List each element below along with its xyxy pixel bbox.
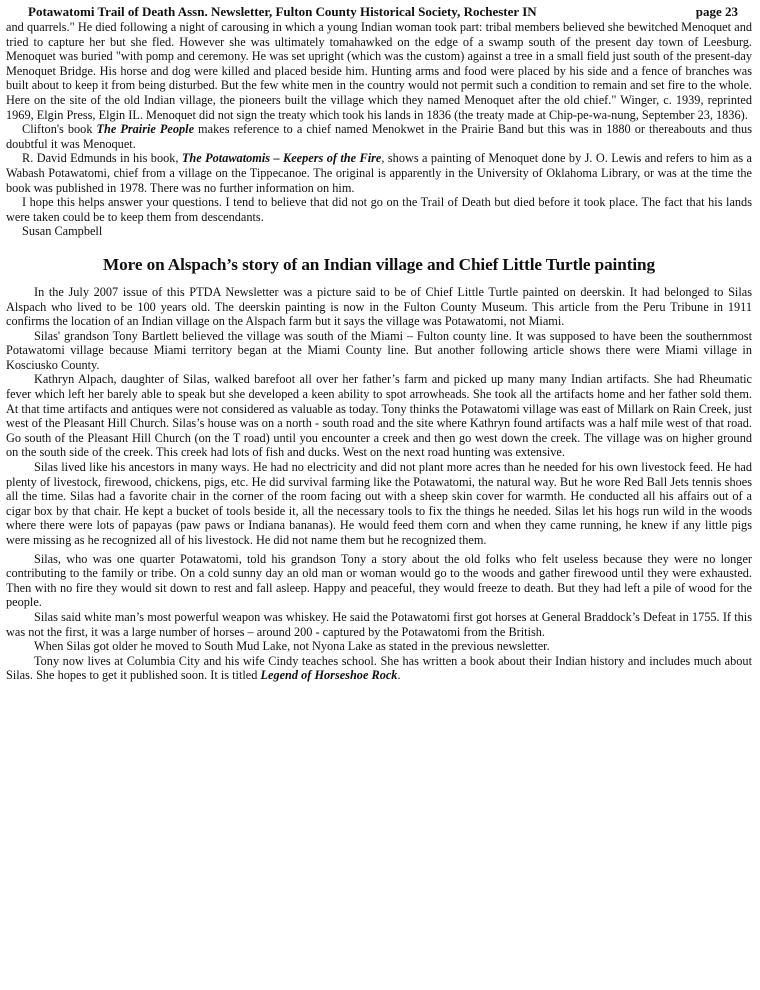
book-title-horseshoe-rock: Legend of Horseshoe Rock [260, 668, 398, 683]
book-title-potawatomis: The Potawatomis – Keepers of the Fire [181, 151, 382, 166]
page-number: page 23 [695, 4, 738, 19]
article-paragraph-1: In the July 2007 issue of this PTDA Newsletter was a picture said to be of Chief Little Turtle painted on deerskin. It had belonged to Silas Alspach who lived to be 100 years old. The deerskin painting is now in the Fulton County Museum. This article from the Peru Tribune in 1911 confirms the location of an Indian village on the Alspach farm but it says the village was Potawatomi, not Miami. [6, 284, 752, 329]
running-header [6, 4, 752, 20]
article-paragraph-5: Silas, who was one quarter Potawatomi, told his grandson Tony a story about the old folks who felt useless because they were no longer contributing to the family or tribe. On a cold sunny day an old man or woman would go to the woods and gather firewood until they were exhausted. Then with no fire they would sit down to rest and fall asleep. Happy and peaceful, they would freeze to death. But they had left a pile of wood for the people. [6, 551, 752, 610]
article-title: More on Alspach’s story of an Indian village and Chief Little Turtle painting [103, 254, 655, 274]
article-paragraph-4: Silas lived like his ancestors in many ways. He had no electricity and did not plant more acres than he needed for his own livestock feed. He had plenty of livestock, firewood, chickens, pigs, etc. He did survival farming like the Potawatomi, the natural way. But he wore Red Ball Jets tennis shoes all the time. Silas had a favorite chair in the corner of the room facing out with a sheep skin cover for warmth. He conducted all his affairs out of a cigar box by that chair. He kept a bucket of tools beside it, all the necessary tools to fix the things he needed. Silas let his hogs run wild in the woods where there were lots of papayas (paw paws or Indiana bananas). He would feed them corn and when they came running, he knew if any little pigs were missing as he recognized all of his livestock. He did not name them but he recognized them. [6, 460, 752, 547]
letter-paragraph-2: Clifton's book The Prairie People makes reference to a chief named Menokwet in the Prairie Band but this was in 1880 or thereabouts and thus doubtful it was Menoquet. [6, 122, 752, 151]
book-title-prairie-people: The Prairie People [96, 122, 195, 137]
letter-paragraph-4: I hope this helps answer your questions. I tend to believe that did not go on the Trail of Death but died before it took place. The fact that his lands were taken could be to keep them from descendants. [6, 195, 752, 224]
letter-paragraph-3: R. David Edmunds in his book, The Potawatomis – Keepers of the Fire, shows a painting of Menoquet done by J. O. Lewis and refers to him as a Wabash Potawatomi, chief from a village on the Tippecanoe. The original is apparently in the University of Oklahoma Library, or was at the time the book was published in 1978. There was no further information on him. [6, 151, 752, 195]
article-paragraph-6: Silas said white man’s most powerful weapon was whiskey. He said the Potawatomi first got horses at General Braddock’s Defeat in 1755. If this was not the first, it was a large number of horses – around 200 - captured by the Potawatomi from the British. [6, 609, 752, 639]
letter-section [6, 20, 752, 239]
article-paragraph-8: Tony now lives at Columbia City and his wife Cindy teaches school. She has written a book about their Indian history and includes much about Silas. She hopes to get it published soon. It is titled Legend of Horseshoe Rock. [6, 653, 752, 683]
letter-signature: Susan Campbell [22, 224, 103, 239]
article-paragraph-2: Silas' grandson Tony Bartlett believed the village was south of the Miami – Fulton county line. It was supposed to have been the southernmost Potawatomi village because Miami territory began at the Miami County line. But another following article shows there were Miami village in Kosciusko County. [6, 328, 752, 372]
article-paragraph-3: Kathryn Alpach, daughter of Silas, walked barefoot all over her father’s farm and picked up many many Indian artifacts. She had Rheumatic fever which left her barely able to speak but she developed a keen ability to spot arrowheads. She took all the artifacts home and her father sold them. At that time artifacts and antiques were not considered as valuable as today. Tony thinks the Potawatomi village was east of Millark on Rain Creek, just west of the Pleasant Hill Church. Silas’s house was on a north - south road and the site where Kathryn found artifacts was a half mile west of that road. Go south of the Pleasant Hill Church (on the T road) until you encounter a creek and then go west down the creek. The village was on higher ground on the south side of the creek. This creek had lots of fish and ducks. West on the next road hunting was extensive. [6, 372, 752, 460]
article-body [6, 285, 752, 683]
letter-paragraph-1: and quarrels." He died following a night of carousing in which a young Indian woman took part: tribal members believed she bewitched Menoquet and tried to capture her but she fled. However she was ultimately tomahawked on the edge of a swamp south of the present day town of Leesburg. Menoquet was buried "with pomp and ceremony. He was set upright (which was the custom) against a tree in a small field just south of the present-day Menoquet Bridge. His horse and dog were killed and placed beside him. Hunting arms and food were placed by his side and a fence of branches was built about to keep it from being disturbed. But the few white men in the country would not permit such a condition to remain and set fire to the whole. Here on the site of the old Indian village, the pioneers built the village which they named Menoquet after the old chief." Winger, c. 1939, reprinted 1969, Elgin Press, Elgin IL. Menoquet did not sign the treaty which took his lands in 1836 (the treaty made at Chip-pe-wa-nung, September 23, 1836). [6, 20, 752, 122]
header-publication: Potawatomi Trail of Death Assn. Newsletter, Fulton County Historical Society, Rochester IN [28, 4, 537, 19]
article-paragraph-7: When Silas got older he moved to South Mud Lake, not Nyona Lake as stated in the previous newsletter. [34, 639, 550, 654]
